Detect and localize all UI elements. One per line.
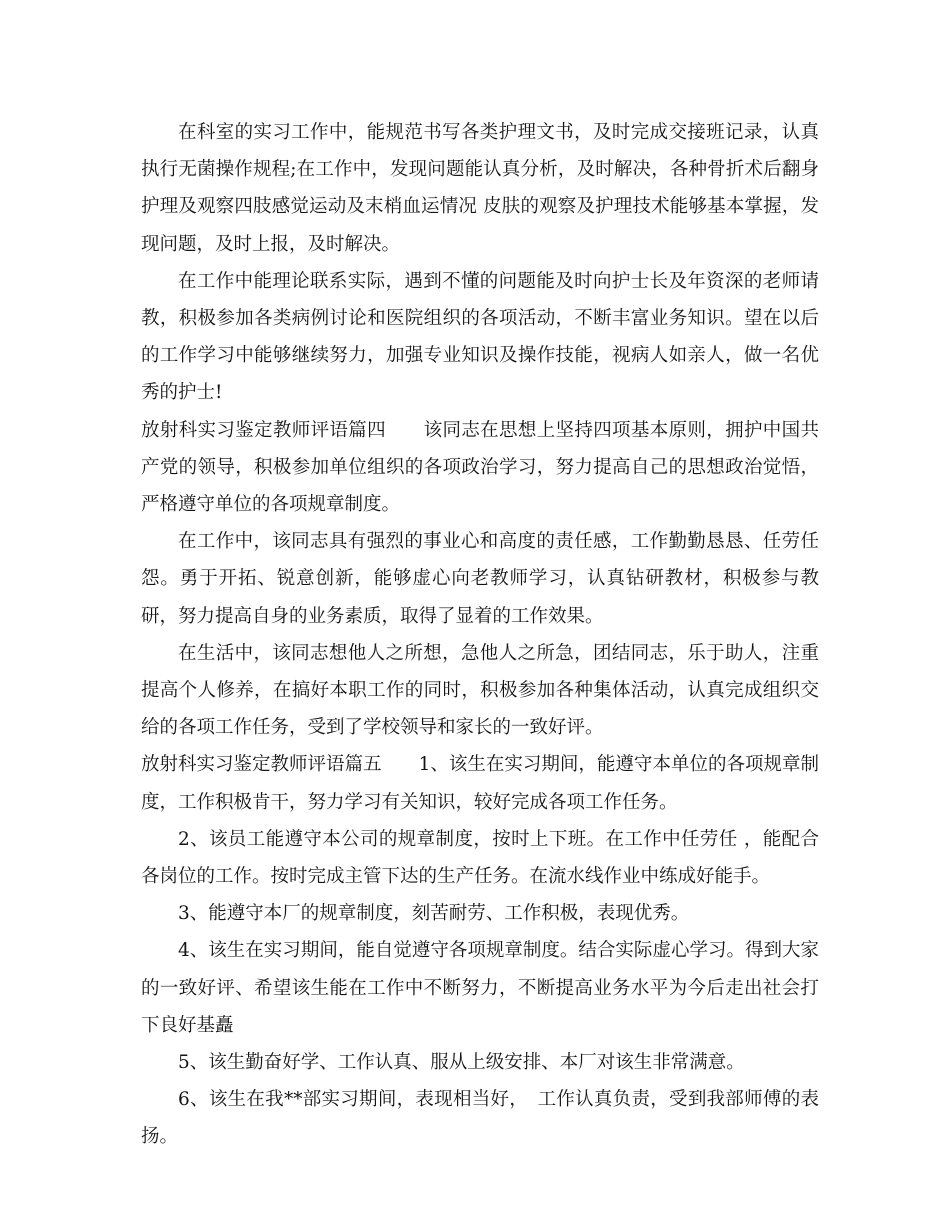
paragraph-item-2: 2、该员工能遵守本公司的规章制度，按时上下班。在工作中任劳任 ，能配合各岗位的工作。按时完成主管下达的生产任务。在流水线作业中练成好能手。: [141, 828, 819, 888]
paragraph-section-four: 放射科实习鉴定教师评语篇四 该同志在思想上坚持四项基本原则，拥护中国共产党的领导，积极参加单位组织的各项政治学习，努力提高自己的思想政治觉悟，严格遵守单位的各项规章制度。: [141, 419, 819, 516]
paragraph-work-attitude: 在工作中，该同志具有强烈的事业心和高度的责任感，工作勤勤恳恳、任劳任怨。勇于开拓、锐意创新，能够虚心向老教师学习，认真钻研教材，积极参与教研，努力提高自身的业务素质，取得了显着的工作效果。: [141, 531, 819, 627]
document-body: [141, 114, 819, 1156]
paragraph-theory-practice: 在工作中能理论联系实际，遇到不懂的问题能及时向护士长及年资深的老师请教，积极参加各类病例讨论和医院组织的各项活动，不断丰富业务知识。望在以后的工作学习中能够继续努力，加强专业知识及操作技能，视病人如亲人，做一名优秀的护士!: [141, 270, 819, 404]
paragraph-section-five: 放射科实习鉴定教师评语篇五 1、该生在实习期间，能遵守本单位的各项规章制度，工作积极肯干，努力学习有关知识，较好完成各项工作任务。: [141, 754, 819, 813]
paragraph-item-6: 6、该生在我**部实习期间，表现相当好， 工作认真负责，受到我部师傅的表扬。: [141, 1089, 819, 1148]
paragraph-internship-nursing: 在科室的实习工作中，能规范书写各类护理文书，及时完成交接班记录，认真执行无菌操作规程;在工作中，发现问题能认真分析，及时解决，各种骨折术后翻身护理及观察四肢感觉运动及末梢血运情况 皮肤的观察及护理技术能够基本掌握，发现问题，及时上报，及时解决。: [141, 122, 819, 255]
paragraph-item-4: 4、该生在实习期间，能自觉遵守各项规章制度。结合实际虚心学习。得到大家的一致好评、希望该生能在工作中不断努力，不断提高业务水平为今后走出社会打下良好基矗: [141, 940, 819, 1036]
paragraph-item-5: 5、该生勤奋好学、工作认真、服从上级安排、本厂对该生非常满意。: [178, 1052, 745, 1074]
paragraph-life-attitude: 在生活中，该同志想他人之所想，急他人之所急，团结同志，乐于助人，注重提高个人修养，在搞好本职工作的同时，积极参加各种集体活动，认真完成组织交给的各项工作任务，受到了学校领导和家长的一致好评。: [141, 642, 819, 739]
paragraph-item-3: 3、能遵守本厂的规章制度，刻苦耐劳、工作积极，表现优秀。: [178, 903, 690, 925]
